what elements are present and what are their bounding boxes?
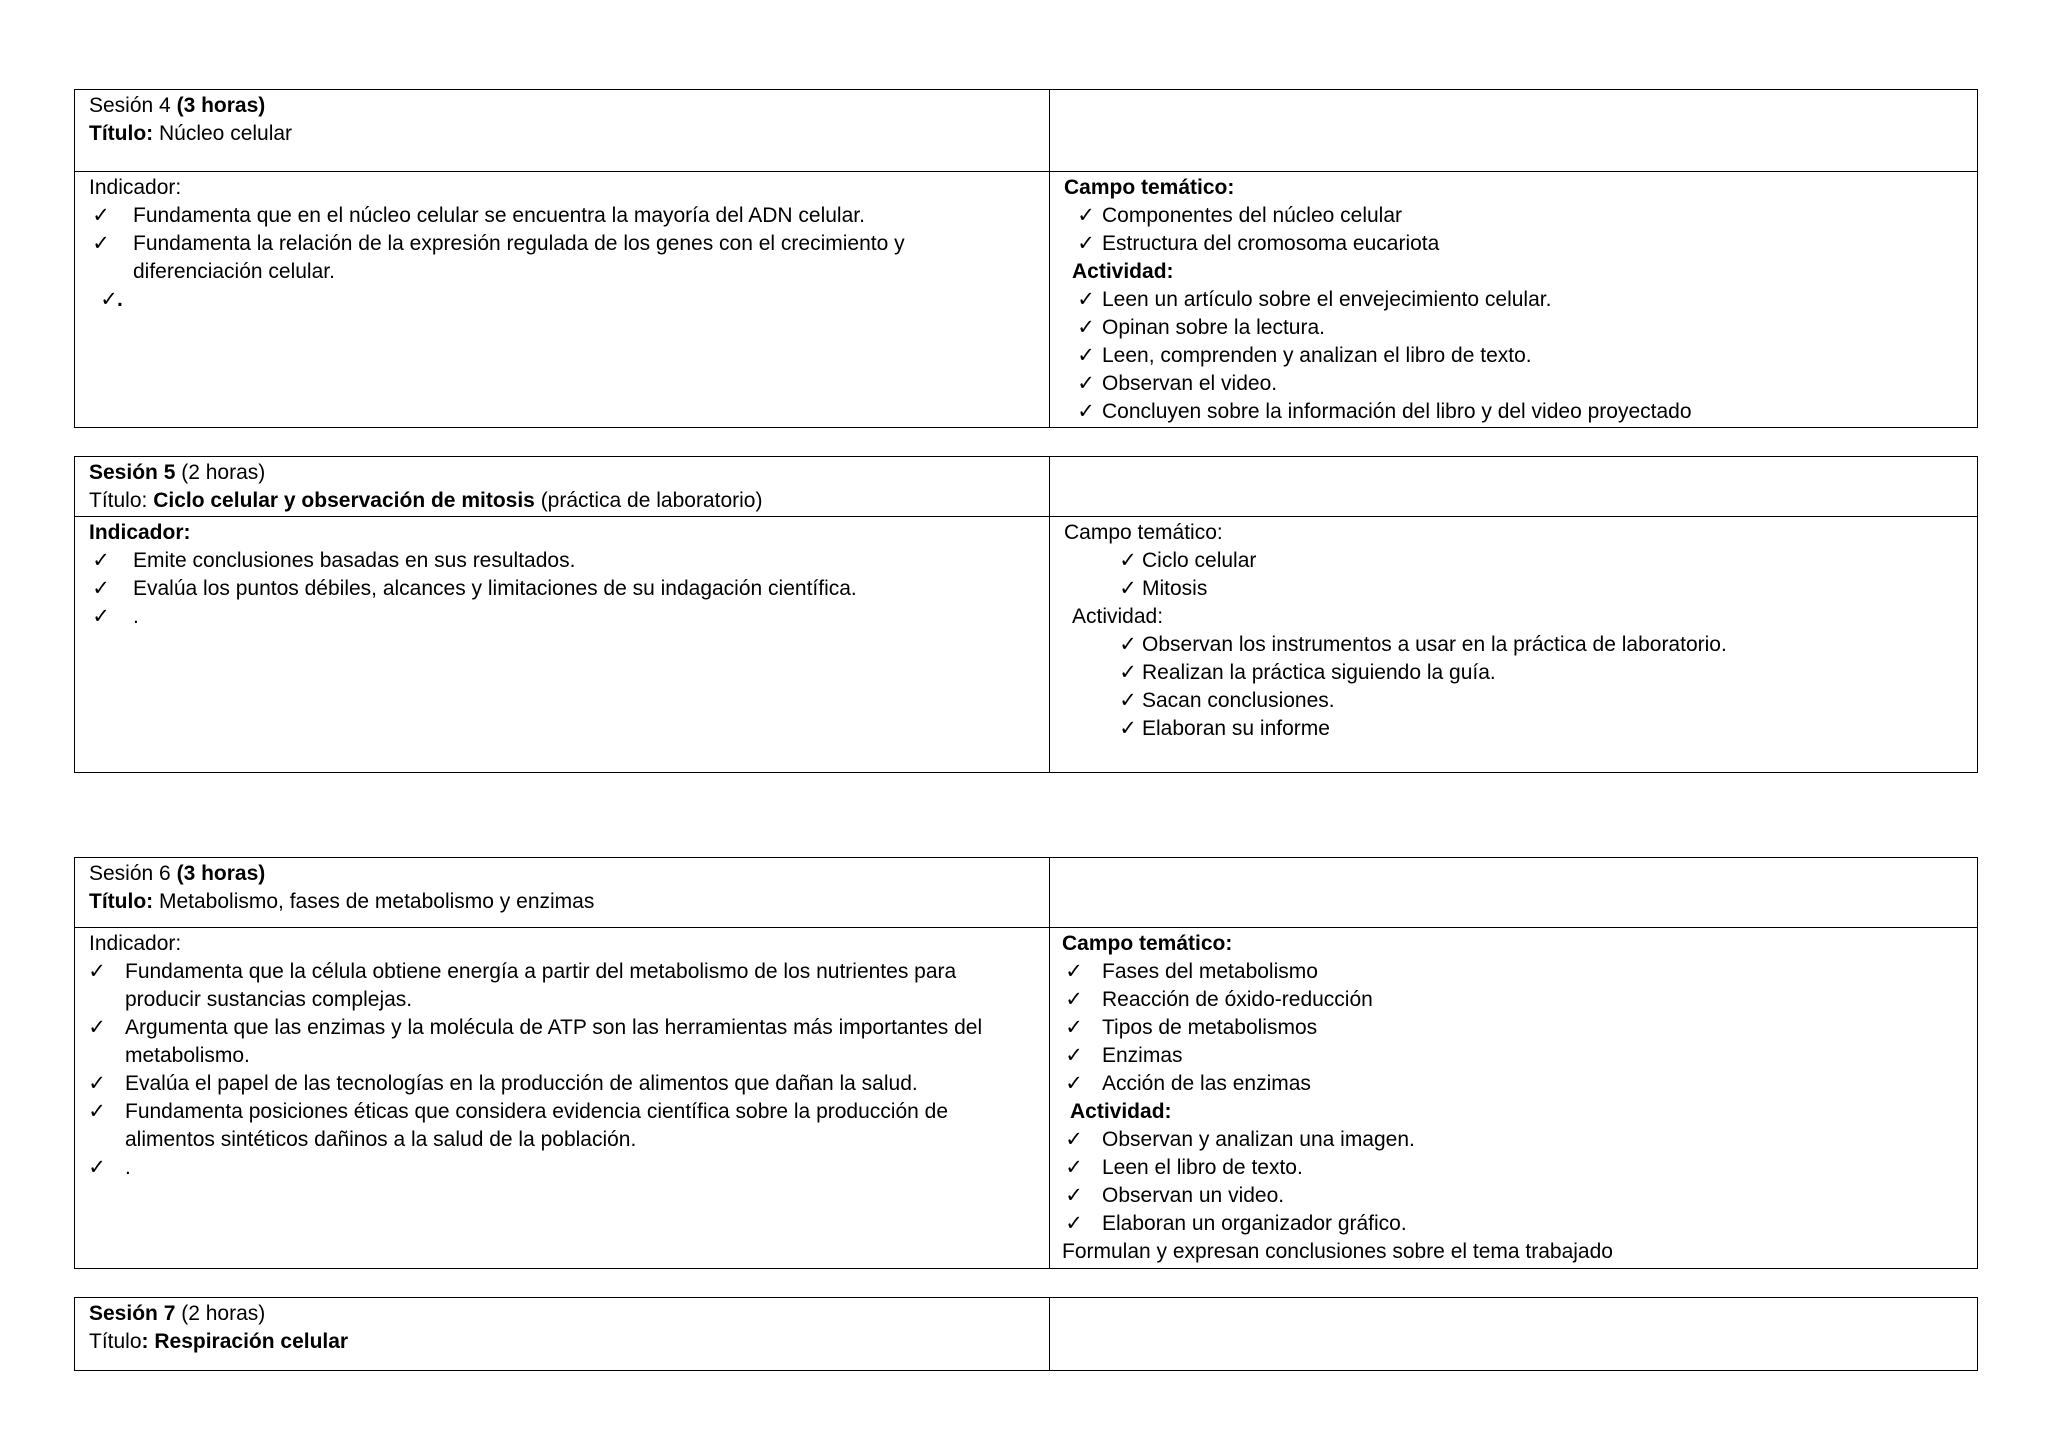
session-4-campo (1050, 172, 1978, 428)
check-icon: ✓ (1077, 400, 1095, 423)
actividad-item: ✓ Elaboran su informe (1082, 715, 1965, 743)
session-title-suffix: (práctica de laboratorio) (540, 489, 763, 512)
session-5-header (75, 457, 1050, 517)
actividad-item: ✓ Observan los instrumentos a usar en la práctica de laboratorio. (1082, 631, 1965, 659)
check-icon: ✓ (1077, 204, 1095, 227)
indicator-item: ✓ . (85, 1154, 1037, 1182)
check-icon: ✓ (88, 1016, 106, 1039)
indicator-item: ✓ . (89, 286, 1037, 314)
title-label: Título (89, 1330, 142, 1353)
session-hours: (2 horas) (181, 1302, 266, 1325)
session-label: Sesión 4 (89, 94, 171, 117)
indicator-label: Indicador: (89, 521, 191, 544)
actividad-item: ✓ Elaboran un organizador gráfico. (1062, 1210, 1965, 1238)
indicator-item: ✓ Fundamenta que la célula obtiene energía a partir del metabolismo de los nutrientes para producir sustancias complejas. (85, 958, 1037, 1014)
session-4-header (75, 90, 1050, 172)
check-icon: ✓ (100, 288, 118, 311)
check-icon: ✓ (1119, 689, 1137, 712)
campo-item: ✓ Acción de las enzimas (1062, 1070, 1965, 1098)
campo-label: Campo temático: (1064, 176, 1235, 199)
indicator-item: ✓ Evalúa el papel de las tecnologías en la producción de alimentos que dañan la salud. (85, 1070, 1037, 1098)
title-label: Título: (89, 122, 154, 145)
check-icon: ✓ (1077, 288, 1095, 311)
session-7-header-empty (1050, 1298, 1978, 1371)
check-icon: ✓ (1119, 577, 1137, 600)
check-icon: ✓ (1119, 633, 1137, 656)
check-icon: ✓ (92, 232, 110, 255)
check-icon: ✓ (1065, 1072, 1083, 1095)
campo-item: ✓ Enzimas (1062, 1042, 1965, 1070)
actividad-item: ✓ Concluyen sobre la información del libro y del video proyectado (1074, 398, 1965, 426)
actividad-item: ✓ Opinan sobre la lectura. (1074, 314, 1965, 342)
session-7-header (75, 1298, 1050, 1371)
campo-item: ✓ Ciclo celular (1082, 547, 1965, 575)
campo-label: Campo temático: (1064, 521, 1223, 544)
session-6-indicators (75, 928, 1050, 1269)
session-5-table (74, 456, 1978, 773)
indicator-item: ✓ Emite conclusiones basadas en sus resultados. (89, 547, 1037, 575)
actividad-label: Actividad: (1070, 1100, 1172, 1123)
check-icon: ✓ (88, 960, 106, 983)
actividad-item: ✓ Leen un artículo sobre el envejecimiento celular. (1074, 286, 1965, 314)
session-title: Metabolismo, fases de metabolismo y enzimas (158, 890, 595, 913)
actividad-item: ✓ Sacan conclusiones. (1082, 687, 1965, 715)
check-icon: ✓ (1077, 232, 1095, 255)
check-icon: ✓ (92, 605, 110, 628)
check-icon: ✓ (88, 1072, 106, 1095)
campo-item: ✓ Tipos de metabolismos (1062, 1014, 1965, 1042)
session-4-indicators (75, 172, 1050, 428)
check-icon: ✓ (92, 549, 110, 572)
title-label: Título: (89, 489, 148, 512)
check-icon: ✓ (88, 1100, 106, 1123)
actividad-item: ✓ Leen, comprenden y analizan el libro de texto. (1074, 342, 1965, 370)
check-icon: ✓ (88, 1156, 106, 1179)
session-7-table (74, 1297, 1978, 1371)
session-4-table (74, 89, 1978, 428)
campo-item: ✓ Fases del metabolismo (1062, 958, 1965, 986)
session-6-header-empty (1050, 858, 1978, 928)
session-hours: (2 horas) (181, 461, 266, 484)
campo-item: ✓ Reacción de óxido-reducción (1062, 986, 1965, 1014)
indicator-item: ✓ Fundamenta que en el núcleo celular se encuentra la mayoría del ADN celular. (89, 202, 1037, 230)
check-icon: ✓ (1119, 549, 1137, 572)
session-4-header-empty (1050, 90, 1978, 172)
check-icon: ✓ (1065, 988, 1083, 1011)
check-icon: ✓ (1065, 1184, 1083, 1207)
session-title: Ciclo celular y observación de mitosis (153, 489, 535, 512)
check-icon: ✓ (1077, 316, 1095, 339)
indicator-item: ✓ Fundamenta la relación de la expresión regulada de los genes con el crecimiento y diferenciación celular. (89, 230, 1037, 286)
actividad-item: ✓ Observan un video. (1062, 1182, 1965, 1210)
check-icon: ✓ (1065, 960, 1083, 983)
actividad-label: Actividad: (1072, 605, 1164, 628)
campo-item: ✓ Estructura del cromosoma eucariota (1074, 230, 1965, 258)
actividad-item: ✓ Observan y analizan una imagen. (1062, 1126, 1965, 1154)
session-5-header-empty (1050, 457, 1978, 517)
check-icon: ✓ (1065, 1044, 1083, 1067)
session-5-campo (1050, 517, 1978, 773)
campo-item: ✓ Mitosis (1082, 575, 1965, 603)
campo-label: Campo temático: (1062, 932, 1233, 955)
session-title: : Respiración celular (141, 1330, 349, 1353)
check-icon: ✓ (1077, 344, 1095, 367)
check-icon: ✓ (92, 577, 110, 600)
session-hours: (3 horas) (176, 94, 266, 117)
check-icon: ✓ (1119, 717, 1137, 740)
indicator-item: ✓ Fundamenta posiciones éticas que considera evidencia científica sobre la producción de alimentos sintéticos dañinos a la salud de la población. (85, 1098, 1037, 1154)
check-icon: ✓ (1065, 1156, 1083, 1179)
title-label: Título: (89, 890, 154, 913)
session-label: Sesión 5 (89, 461, 176, 484)
session-6-header (75, 858, 1050, 928)
check-icon: ✓ (92, 204, 110, 227)
session-5-indicators (75, 517, 1050, 773)
session-title: Núcleo celular (158, 122, 293, 145)
session-label: Sesión 6 (89, 862, 171, 885)
indicator-label: Indicador: (89, 176, 182, 199)
conclusion-text: Formulan y expresan conclusiones sobre el tema trabajado (1062, 1240, 1613, 1263)
indicator-item: ✓ Evalúa los puntos débiles, alcances y limitaciones de su indagación científica. (89, 575, 1037, 603)
indicator-label: Indicador: (89, 932, 182, 955)
session-label: Sesión 7 (89, 1302, 176, 1325)
check-icon: ✓ (1065, 1128, 1083, 1151)
check-icon: ✓ (1119, 661, 1137, 684)
campo-item: ✓ Componentes del núcleo celular (1074, 202, 1965, 230)
session-6-table (74, 857, 1978, 1269)
session-6-campo (1050, 928, 1978, 1269)
actividad-label: Actividad: (1072, 260, 1174, 283)
actividad-item: ✓ Leen el libro de texto. (1062, 1154, 1965, 1182)
check-icon: ✓ (1065, 1016, 1083, 1039)
indicator-item: ✓ Argumenta que las enzimas y la molécula de ATP son las herramientas más importantes del metabolismo. (85, 1014, 1037, 1070)
check-icon: ✓ (1077, 372, 1095, 395)
check-icon: ✓ (1065, 1212, 1083, 1235)
actividad-item: ✓ Realizan la práctica siguiendo la guía. (1082, 659, 1965, 687)
actividad-item: ✓ Observan el video. (1074, 370, 1965, 398)
indicator-item: ✓ . (89, 603, 1037, 631)
session-hours: (3 horas) (176, 862, 266, 885)
